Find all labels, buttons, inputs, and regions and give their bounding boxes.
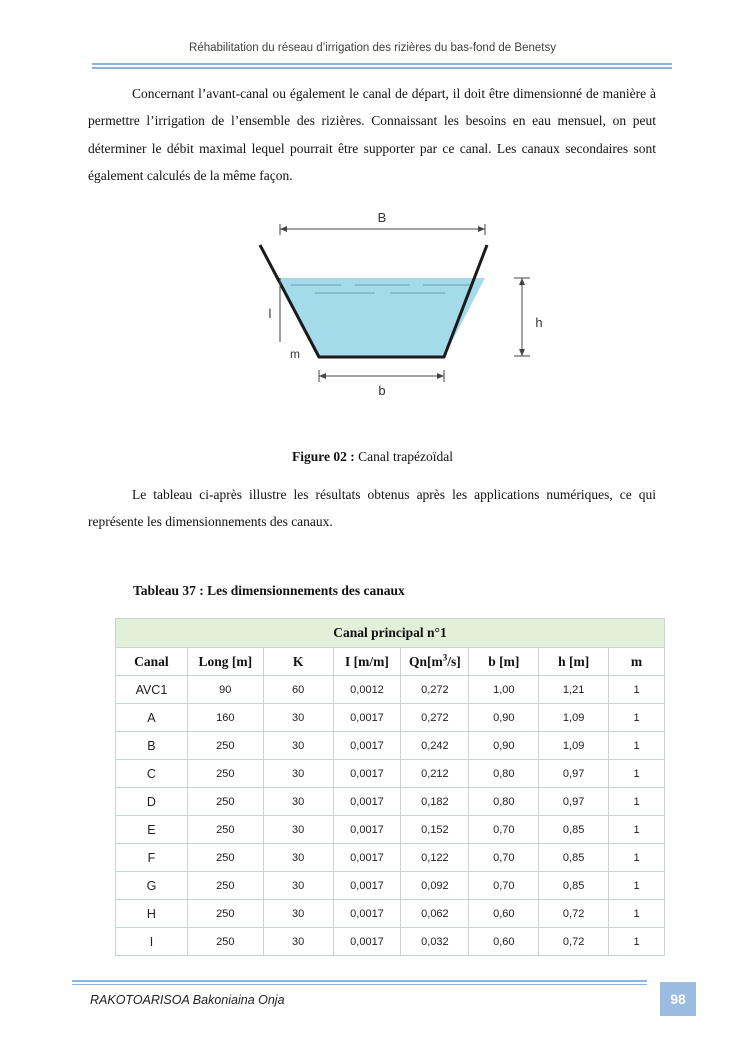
table-title: Tableau 37 : Les dimensionnements des canaux	[133, 583, 405, 598]
table-cell: 250	[187, 872, 263, 900]
table-intro-text: Le tableau ci-après illustre les résultats obtenus après les applications numériques, ce qui représente les dimensionnements des canaux.	[88, 487, 656, 530]
table-cell: 0,032	[401, 928, 469, 956]
page-number: 98	[660, 982, 696, 1016]
footer-rule	[72, 980, 647, 982]
label-h: h	[535, 315, 543, 330]
table-cell: 0,0017	[333, 760, 401, 788]
running-header: Réhabilitation du réseau d’irrigation des rizières du bas-fond de Benetsy	[189, 42, 556, 54]
column-header: K	[263, 648, 333, 676]
table-cell: 90	[187, 676, 263, 704]
table-row	[116, 844, 665, 872]
table-row	[116, 900, 665, 928]
table-cell: 0,212	[401, 760, 469, 788]
table-cell: 0,122	[401, 844, 469, 872]
label-b: b	[378, 383, 386, 398]
table-cell: 1	[609, 760, 665, 788]
table-cell: H	[116, 900, 188, 928]
table-cell: AVC1	[116, 676, 188, 704]
table-cell: 30	[263, 732, 333, 760]
table-cell: 0,97	[539, 788, 609, 816]
column-header: I [m/m]	[333, 648, 401, 676]
table-cell: 1	[609, 732, 665, 760]
table-cell: 0,80	[469, 788, 539, 816]
trapezoidal-canal-figure	[245, 205, 505, 410]
table-cell: 0,80	[469, 760, 539, 788]
table-cell: 250	[187, 816, 263, 844]
table-cell: 0,0017	[333, 816, 401, 844]
table-cell: 30	[263, 788, 333, 816]
arrow-head	[478, 226, 485, 232]
table-cell: 0,97	[539, 760, 609, 788]
table-cell: G	[116, 872, 188, 900]
table-cell: D	[116, 788, 188, 816]
table-row	[116, 760, 665, 788]
table-cell: 0,0017	[333, 872, 401, 900]
table-cell: 0,0017	[333, 900, 401, 928]
table-cell: F	[116, 844, 188, 872]
table-row	[116, 928, 665, 956]
table-row	[116, 816, 665, 844]
table-intro-paragraph	[88, 481, 656, 536]
table-cell: 1,21	[539, 676, 609, 704]
height-dimension	[510, 270, 550, 365]
table-cell: 0,182	[401, 788, 469, 816]
table-cell: 1	[609, 676, 665, 704]
table-cell: 0,272	[401, 676, 469, 704]
table-cell: 0,85	[539, 844, 609, 872]
table-cell: 0,152	[401, 816, 469, 844]
table-cell: 1	[609, 788, 665, 816]
table-cell: E	[116, 816, 188, 844]
column-header: m	[609, 648, 665, 676]
table-row	[116, 676, 665, 704]
table-cell: 250	[187, 844, 263, 872]
table-cell: 1	[609, 844, 665, 872]
column-header: Canal	[116, 648, 188, 676]
label-B: B	[377, 210, 387, 225]
table-cell: 0,0012	[333, 676, 401, 704]
table-cell: 30	[263, 928, 333, 956]
table-cell: 60	[263, 676, 333, 704]
column-header: b [m]	[469, 648, 539, 676]
table-cell: B	[116, 732, 188, 760]
table-column-headers	[116, 648, 665, 676]
intro-paragraph-text: Concernant l’avant-canal ou également le canal de départ, il doit être dimensionné de manière à permettre l’irrigation de l’ensemble des rizières. Connaissant les besoins en eau mensuel, on peut déterminer le débit maximal lequel pourrait être supporter par ce canal. Les canaux secondaires sont également calculés de la même façon.	[88, 86, 656, 183]
table-cell: C	[116, 760, 188, 788]
table-cell: A	[116, 704, 188, 732]
table-cell: 0,062	[401, 900, 469, 928]
table-cell: 250	[187, 732, 263, 760]
table-cell: I	[116, 928, 188, 956]
canal-dimensions-table	[115, 618, 665, 956]
table-cell: 30	[263, 900, 333, 928]
table-cell: 250	[187, 760, 263, 788]
table-cell: 0,0017	[333, 788, 401, 816]
table-cell: 250	[187, 928, 263, 956]
table-cell: 0,70	[469, 844, 539, 872]
header-rule-secondary	[92, 67, 672, 69]
figure-caption-text: Canal trapézoïdal	[358, 449, 453, 464]
table-cell: 30	[263, 872, 333, 900]
water-fill	[279, 278, 485, 357]
table-row	[116, 732, 665, 760]
table-cell: 30	[263, 760, 333, 788]
table-cell: 0,60	[469, 928, 539, 956]
table-row	[116, 872, 665, 900]
table-cell: 0,90	[469, 732, 539, 760]
table-cell: 0,90	[469, 704, 539, 732]
table-cell: 0,72	[539, 900, 609, 928]
table-cell: 1,09	[539, 732, 609, 760]
table-cell: 0,70	[469, 872, 539, 900]
table-cell: 1	[609, 704, 665, 732]
table-cell: 0,85	[539, 872, 609, 900]
table-row	[116, 788, 665, 816]
footer-rule-secondary	[72, 984, 647, 985]
intro-paragraph	[88, 80, 656, 189]
column-header-qn: $Qn[m^3/s]$	[401, 648, 469, 676]
footer-author: RAKOTOARISOA Bakoniaina Onja	[90, 993, 285, 1007]
table-cell: 0,0017	[333, 704, 401, 732]
table-cell: 0,60	[469, 900, 539, 928]
table-group-header: Canal principal n°1	[116, 619, 665, 648]
label-l: l	[268, 306, 272, 321]
table-cell: 0,272	[401, 704, 469, 732]
table-cell: 250	[187, 788, 263, 816]
figure-caption	[0, 449, 745, 465]
table-cell: 0,85	[539, 816, 609, 844]
table-cell: 0,0017	[333, 732, 401, 760]
table-cell: 160	[187, 704, 263, 732]
table-cell: 30	[263, 844, 333, 872]
table-cell: 0,242	[401, 732, 469, 760]
arrow-head	[437, 373, 444, 379]
table-row	[116, 704, 665, 732]
table-cell: 0,0017	[333, 928, 401, 956]
table-cell: 1	[609, 872, 665, 900]
table-body	[116, 676, 665, 956]
table-cell: 0,092	[401, 872, 469, 900]
table-cell: 1	[609, 816, 665, 844]
table-cell: 30	[263, 704, 333, 732]
table-cell: 0,70	[469, 816, 539, 844]
arrow-head	[280, 226, 287, 232]
arrow-head	[319, 373, 326, 379]
column-header: h [m]	[539, 648, 609, 676]
table-cell: 1,09	[539, 704, 609, 732]
header-rule	[92, 63, 672, 65]
table-cell: 30	[263, 816, 333, 844]
table-cell: 0,72	[539, 928, 609, 956]
column-header: Long [m]	[187, 648, 263, 676]
table-cell: 1	[609, 900, 665, 928]
figure-caption-label: Figure 02 :	[292, 449, 355, 464]
table-cell: 1	[609, 928, 665, 956]
table-cell: 1,00	[469, 676, 539, 704]
table-cell: 0,0017	[333, 844, 401, 872]
table-cell: 250	[187, 900, 263, 928]
label-m: m	[290, 347, 300, 361]
